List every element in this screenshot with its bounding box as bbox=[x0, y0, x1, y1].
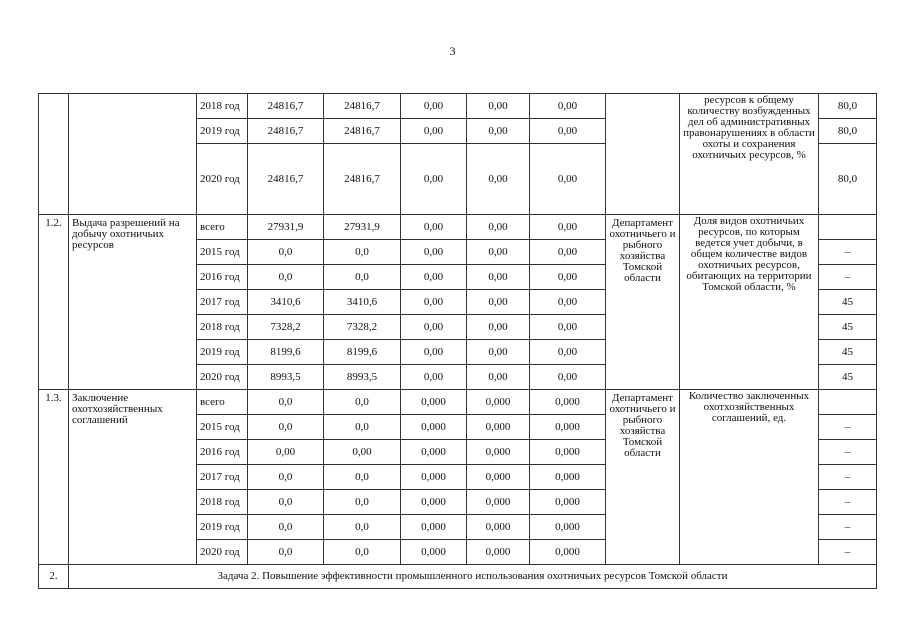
federal-cell: 0,000 bbox=[401, 440, 467, 465]
item-name-cell: Выдача разрешений на добычу охотничьих ресурсов bbox=[69, 215, 197, 390]
federal-cell: 0,000 bbox=[401, 415, 467, 440]
year-cell: 2019 год bbox=[197, 515, 248, 540]
year-cell: всего bbox=[197, 390, 248, 415]
local-cell: 0,000 bbox=[467, 440, 530, 465]
year-cell: 2016 год bbox=[197, 440, 248, 465]
regional-cell: 0,0 bbox=[324, 465, 401, 490]
total-cell: 24816,7 bbox=[248, 119, 324, 144]
total-cell: 3410,6 bbox=[248, 290, 324, 315]
federal-cell: 0,00 bbox=[401, 315, 467, 340]
regional-cell: 24816,7 bbox=[324, 144, 401, 215]
local-cell: 0,00 bbox=[467, 290, 530, 315]
other-cell: 0,00 bbox=[530, 290, 606, 315]
year-cell: 2018 год bbox=[197, 315, 248, 340]
indicator-value-cell: 80,0 bbox=[819, 94, 877, 119]
total-cell: 0,0 bbox=[248, 515, 324, 540]
local-cell: 0,00 bbox=[467, 315, 530, 340]
indicator-value-cell: 45 bbox=[819, 315, 877, 340]
other-cell: 0,00 bbox=[530, 340, 606, 365]
regional-cell: 7328,2 bbox=[324, 315, 401, 340]
year-cell: 2018 год bbox=[197, 94, 248, 119]
item-number-cell: 1.2. bbox=[39, 215, 69, 390]
total-cell: 24816,7 bbox=[248, 94, 324, 119]
other-cell: 0,00 bbox=[530, 315, 606, 340]
other-cell: 0,000 bbox=[530, 390, 606, 415]
indicator-value-cell: – bbox=[819, 540, 877, 565]
total-cell: 0,0 bbox=[248, 490, 324, 515]
year-cell: 2015 год bbox=[197, 240, 248, 265]
total-cell: 0,0 bbox=[248, 390, 324, 415]
local-cell: 0,000 bbox=[467, 515, 530, 540]
local-cell: 0,00 bbox=[467, 240, 530, 265]
executor-cell: Департамент охотничьего и рыбного хозяйства Томской области bbox=[606, 390, 680, 565]
other-cell: 0,000 bbox=[530, 415, 606, 440]
indicator-value-cell: 45 bbox=[819, 340, 877, 365]
regional-cell: 0,0 bbox=[324, 515, 401, 540]
year-cell: 2015 год bbox=[197, 415, 248, 440]
year-cell: 2017 год bbox=[197, 465, 248, 490]
year-cell: всего bbox=[197, 215, 248, 240]
indicator-value-cell bbox=[819, 215, 877, 240]
item-number-cell bbox=[39, 94, 69, 215]
indicator-cell: ресурсов к общему количеству возбужденных дел об административных правонарушениях в области охоты и сохранения охотничьих ресурсов, % bbox=[680, 94, 819, 215]
year-cell: 2018 год bbox=[197, 490, 248, 515]
total-cell: 24816,7 bbox=[248, 144, 324, 215]
program-table bbox=[38, 93, 877, 589]
indicator-value-cell: – bbox=[819, 415, 877, 440]
regional-cell: 0,0 bbox=[324, 540, 401, 565]
indicator-value-cell bbox=[819, 390, 877, 415]
federal-cell: 0,00 bbox=[401, 240, 467, 265]
year-cell: 2019 год bbox=[197, 340, 248, 365]
indicator-value-cell: – bbox=[819, 490, 877, 515]
year-cell: 2019 год bbox=[197, 119, 248, 144]
item-name-cell bbox=[69, 94, 197, 215]
federal-cell: 0,00 bbox=[401, 265, 467, 290]
indicator-cell: Доля видов охотничьих ресурсов, по которым ведется учет добычи, в общем количестве видов охотничьих ресурсов, обитающих на территории Томской области, % bbox=[680, 215, 819, 390]
year-cell: 2020 год bbox=[197, 365, 248, 390]
local-cell: 0,000 bbox=[467, 390, 530, 415]
total-cell: 0,0 bbox=[248, 540, 324, 565]
year-cell: 2017 год bbox=[197, 290, 248, 315]
table-row bbox=[39, 94, 877, 119]
other-cell: 0,000 bbox=[530, 440, 606, 465]
indicator-value-cell: 45 bbox=[819, 290, 877, 315]
total-cell: 0,0 bbox=[248, 240, 324, 265]
federal-cell: 0,00 bbox=[401, 340, 467, 365]
regional-cell: 24816,7 bbox=[324, 94, 401, 119]
federal-cell: 0,000 bbox=[401, 490, 467, 515]
indicator-cell: Количество заключенных охотхозяйственных соглашений, ед. bbox=[680, 390, 819, 565]
other-cell: 0,00 bbox=[530, 265, 606, 290]
other-cell: 0,000 bbox=[530, 490, 606, 515]
total-cell: 0,00 bbox=[248, 440, 324, 465]
federal-cell: 0,000 bbox=[401, 515, 467, 540]
local-cell: 0,000 bbox=[467, 490, 530, 515]
indicator-value-cell: 80,0 bbox=[819, 119, 877, 144]
regional-cell: 0,0 bbox=[324, 415, 401, 440]
total-cell: 27931,9 bbox=[248, 215, 324, 240]
total-cell: 0,0 bbox=[248, 265, 324, 290]
regional-cell: 0,0 bbox=[324, 265, 401, 290]
local-cell: 0,00 bbox=[467, 340, 530, 365]
year-cell: 2020 год bbox=[197, 540, 248, 565]
local-cell: 0,000 bbox=[467, 540, 530, 565]
local-cell: 0,00 bbox=[467, 215, 530, 240]
local-cell: 0,00 bbox=[467, 265, 530, 290]
other-cell: 0,00 bbox=[530, 144, 606, 215]
indicator-value-cell: 45 bbox=[819, 365, 877, 390]
other-cell: 0,00 bbox=[530, 94, 606, 119]
indicator-value-cell: – bbox=[819, 265, 877, 290]
page-number: 3 bbox=[449, 44, 456, 58]
regional-cell: 0,0 bbox=[324, 240, 401, 265]
item-number-cell: 1.3. bbox=[39, 390, 69, 565]
regional-cell: 3410,6 bbox=[324, 290, 401, 315]
federal-cell: 0,00 bbox=[401, 119, 467, 144]
local-cell: 0,000 bbox=[467, 465, 530, 490]
executor-cell bbox=[606, 94, 680, 215]
table-body bbox=[39, 94, 877, 589]
table-row bbox=[39, 565, 877, 589]
other-cell: 0,000 bbox=[530, 540, 606, 565]
total-cell: 7328,2 bbox=[248, 315, 324, 340]
regional-cell: 0,00 bbox=[324, 440, 401, 465]
other-cell: 0,000 bbox=[530, 465, 606, 490]
federal-cell: 0,000 bbox=[401, 465, 467, 490]
regional-cell: 0,0 bbox=[324, 490, 401, 515]
indicator-value-cell: – bbox=[819, 440, 877, 465]
year-cell: 2016 год bbox=[197, 265, 248, 290]
total-cell: 0,0 bbox=[248, 465, 324, 490]
regional-cell: 24816,7 bbox=[324, 119, 401, 144]
regional-cell: 8199,6 bbox=[324, 340, 401, 365]
executor-cell: Департамент охотничьего и рыбного хозяйства Томской области bbox=[606, 215, 680, 390]
federal-cell: 0,00 bbox=[401, 144, 467, 215]
year-cell: 2020 год bbox=[197, 144, 248, 215]
total-cell: 8993,5 bbox=[248, 365, 324, 390]
total-cell: 0,0 bbox=[248, 415, 324, 440]
other-cell: 0,000 bbox=[530, 515, 606, 540]
other-cell: 0,00 bbox=[530, 215, 606, 240]
local-cell: 0,00 bbox=[467, 365, 530, 390]
other-cell: 0,00 bbox=[530, 240, 606, 265]
indicator-value-cell: – bbox=[819, 515, 877, 540]
indicator-value-cell: 80,0 bbox=[819, 144, 877, 215]
table-row bbox=[39, 390, 877, 415]
federal-cell: 0,00 bbox=[401, 215, 467, 240]
local-cell: 0,00 bbox=[467, 94, 530, 119]
indicator-value-cell: – bbox=[819, 465, 877, 490]
other-cell: 0,00 bbox=[530, 119, 606, 144]
federal-cell: 0,00 bbox=[401, 365, 467, 390]
other-cell: 0,00 bbox=[530, 365, 606, 390]
federal-cell: 0,000 bbox=[401, 540, 467, 565]
task-number-cell: 2. bbox=[39, 565, 69, 589]
federal-cell: 0,00 bbox=[401, 290, 467, 315]
task-title-cell: Задача 2. Повышение эффективности промышленного использования охотничьих ресурсов Томской области bbox=[69, 565, 877, 589]
regional-cell: 0,0 bbox=[324, 390, 401, 415]
regional-cell: 8993,5 bbox=[324, 365, 401, 390]
item-name-cell: Заключение охотхозяйственных соглашений bbox=[69, 390, 197, 565]
local-cell: 0,00 bbox=[467, 144, 530, 215]
total-cell: 8199,6 bbox=[248, 340, 324, 365]
regional-cell: 27931,9 bbox=[324, 215, 401, 240]
table-row bbox=[39, 215, 877, 240]
federal-cell: 0,000 bbox=[401, 390, 467, 415]
local-cell: 0,000 bbox=[467, 415, 530, 440]
federal-cell: 0,00 bbox=[401, 94, 467, 119]
local-cell: 0,00 bbox=[467, 119, 530, 144]
indicator-value-cell: – bbox=[819, 240, 877, 265]
